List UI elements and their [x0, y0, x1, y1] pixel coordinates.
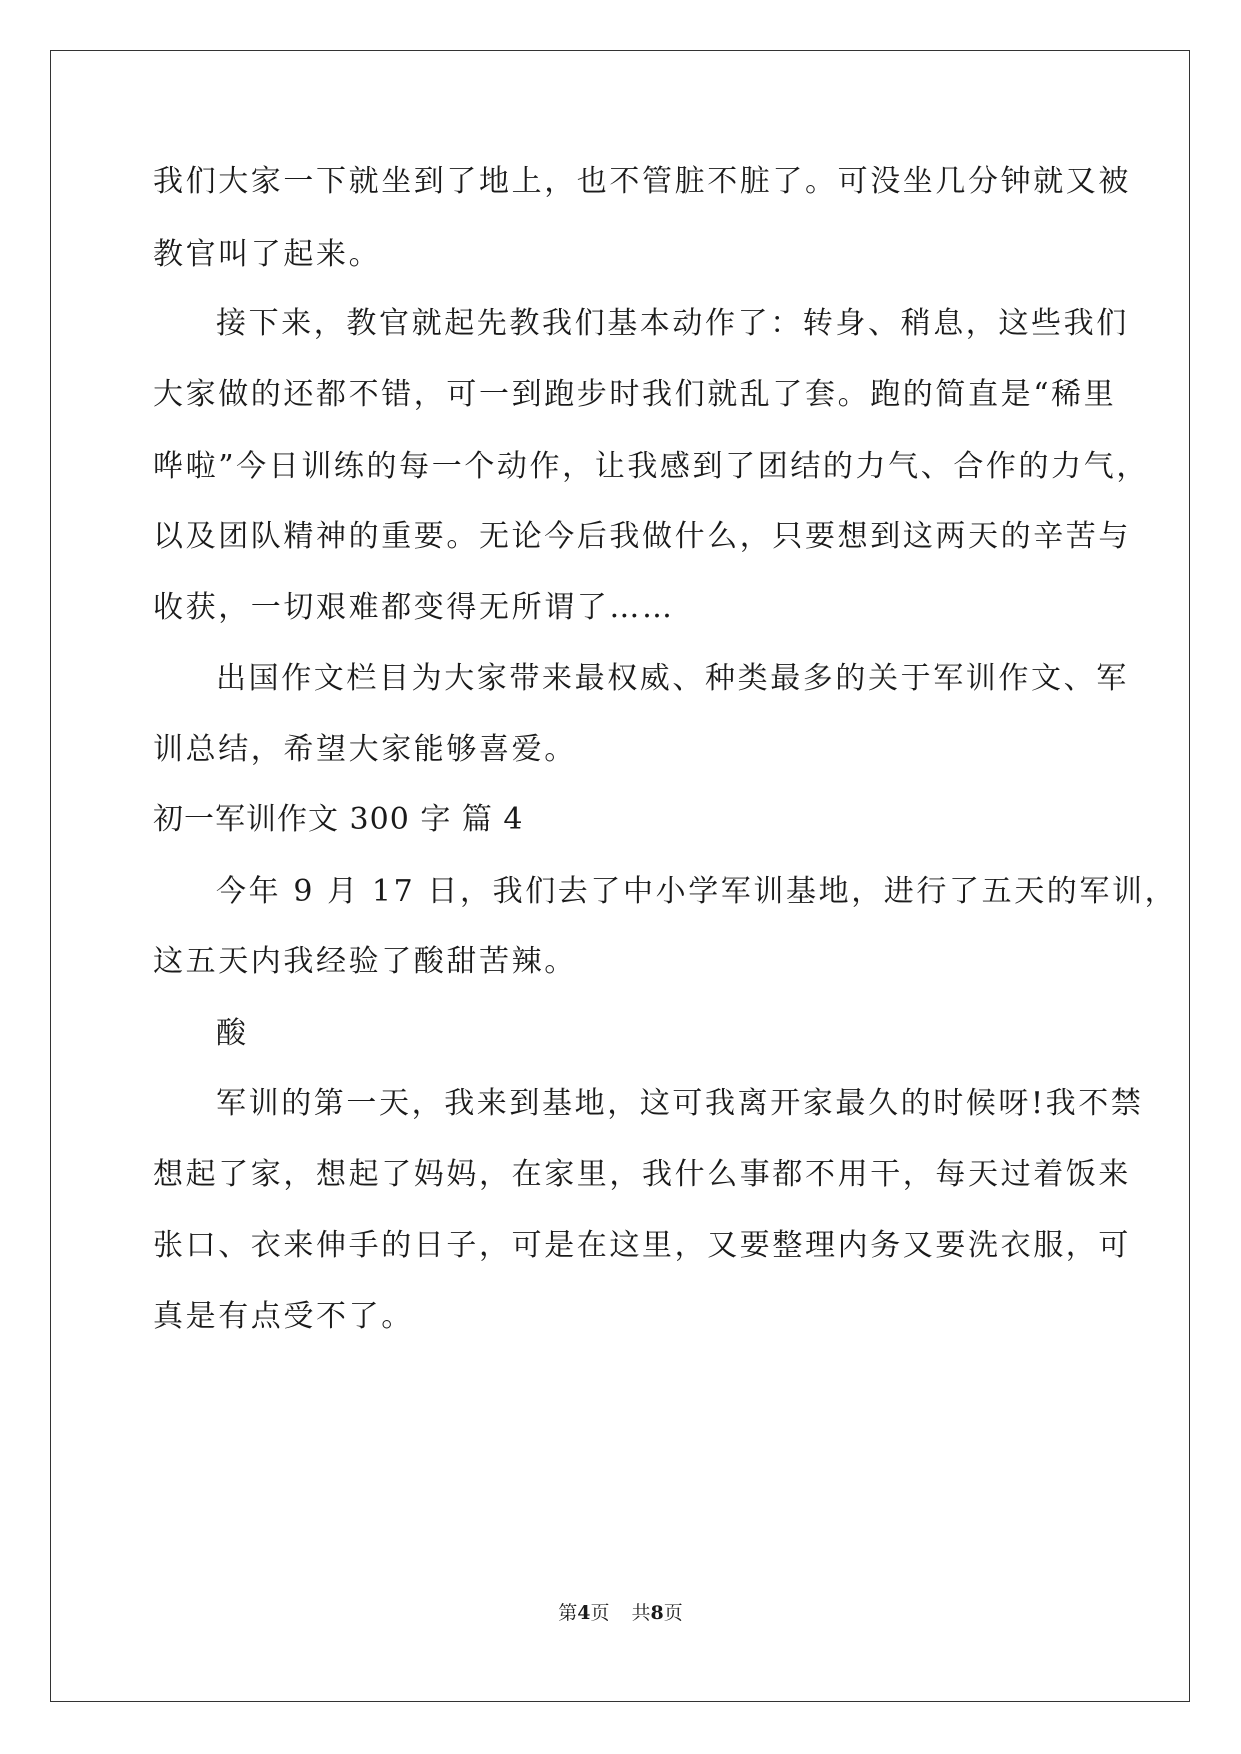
subheading-line: 酸	[216, 1016, 249, 1051]
paragraph-line: 接下来，教官就起先教我们基本动作了：转身、稍息，这些我们	[216, 306, 1129, 341]
paragraph-line: 哗啦”今日训练的每一个动作，让我感到了团结的力气、合作的力气，	[153, 449, 1149, 484]
section-heading: 初一军训作文 300 字 篇 4	[153, 802, 524, 837]
paragraph-line: 出国作文栏目为大家带来最权威、种类最多的关于军训作文、军	[216, 661, 1129, 696]
paragraph-line: 收获，一切艰难都变得无所谓了……	[153, 590, 675, 625]
page-footer	[0, 1598, 1241, 1625]
paragraph-line: 这五天内我经验了酸甜苦辣。	[153, 944, 577, 979]
page-total-suffix: 页	[663, 1602, 683, 1624]
paragraph-line: 真是有点受不了。	[153, 1299, 414, 1334]
page-total-prefix: 共	[631, 1602, 651, 1624]
page-number-current: 4	[577, 1602, 591, 1624]
paragraph-line: 军训的第一天，我来到基地，这可我离开家最久的时候呀!我不禁	[216, 1086, 1144, 1121]
paragraph-line: 大家做的还都不错，可一到跑步时我们就乱了套。跑的简直是“稀里	[153, 377, 1117, 412]
paragraph-line: 我们大家一下就坐到了地上，也不管脏不脏了。可没坐几分钟就又被	[153, 164, 1131, 199]
page-number-prefix: 第	[558, 1602, 578, 1624]
page-number-suffix: 页	[590, 1602, 610, 1624]
paragraph-line: 张口、衣来伸手的日子，可是在这里，又要整理内务又要洗衣服，可	[153, 1228, 1131, 1263]
paragraph-line: 以及团队精神的重要。无论今后我做什么，只要想到这两天的辛苦与	[153, 519, 1131, 554]
paragraph-line: 想起了家，想起了妈妈，在家里，我什么事都不用干，每天过着饭来	[153, 1157, 1131, 1192]
page-total: 8	[650, 1602, 664, 1624]
paragraph-line: 教官叫了起来。	[153, 237, 382, 272]
paragraph-line: 今年 9 月 17 日，我们去了中小学军训基地，进行了五天的军训，	[216, 874, 1178, 909]
paragraph-line: 训总结，希望大家能够喜爱。	[153, 732, 577, 767]
